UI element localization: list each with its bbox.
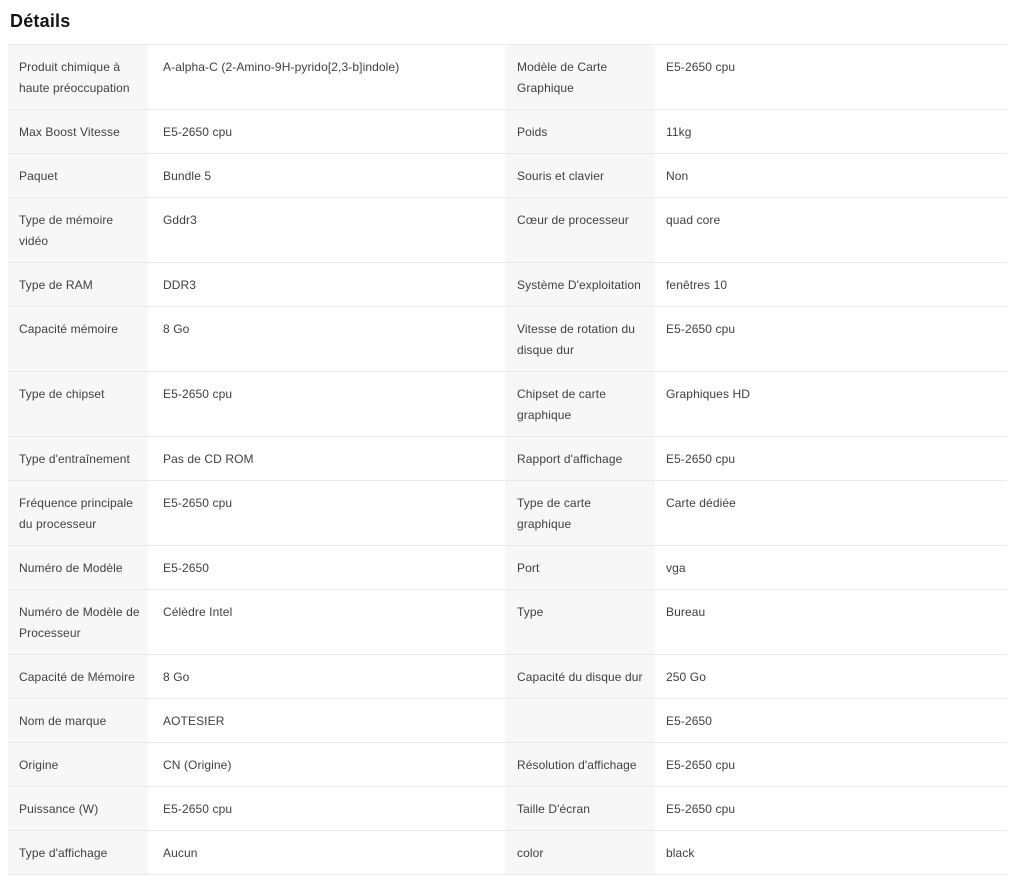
spec-value-cell [148, 481, 505, 546]
spec-value-cell [148, 831, 505, 875]
spec-label-cell [505, 307, 655, 372]
spec-value-cell [655, 154, 1007, 198]
spec-label-text: Capacité mémoire [19, 322, 118, 336]
spec-label-text: Type d'entraînement [19, 452, 130, 466]
spec-value-cell [148, 110, 505, 154]
spec-value-text: E5-2650 [666, 714, 713, 728]
spec-value-text: E5-2650 cpu [666, 758, 736, 772]
spec-label-text: Type [517, 605, 544, 619]
spec-value-text: 250 Go [666, 670, 706, 684]
spec-label-text: Poids [517, 125, 548, 139]
spec-label-text: Type de chipset [19, 387, 105, 401]
spec-value-text: quad core [666, 213, 721, 227]
spec-value-cell [655, 198, 1007, 263]
spec-value-cell [655, 110, 1007, 154]
spec-value-cell [655, 307, 1007, 372]
spec-value-text: Bureau [666, 605, 706, 619]
spec-label-text: Origine [19, 758, 59, 772]
spec-label-text: Numéro de Modèle de Processeur [19, 605, 140, 640]
spec-value-text: E5-2650 cpu [163, 387, 233, 401]
spec-label-cell [8, 743, 148, 787]
spec-value-cell [655, 546, 1007, 590]
spec-value-text: AOTESIER [163, 714, 225, 728]
spec-value-text: 8 Go [163, 670, 190, 684]
spec-value-text: Bundle 5 [163, 169, 212, 183]
spec-value-text: Aucun [163, 846, 198, 860]
spec-label-cell [8, 198, 148, 263]
spec-value-text: Gddr3 [163, 213, 197, 227]
spec-value-text: E5-2650 [163, 561, 210, 575]
spec-value-cell [655, 437, 1007, 481]
spec-value-cell [148, 590, 505, 655]
spec-label-cell [8, 110, 148, 154]
spec-value-text: Graphiques HD [666, 387, 751, 401]
spec-value-text: CN (Origine) [163, 758, 232, 772]
spec-value-text: Célèdre Intel [163, 605, 233, 619]
spec-label-cell [8, 831, 148, 875]
spec-value-text: E5-2650 cpu [666, 60, 736, 74]
spec-value-cell [148, 45, 505, 110]
spec-label-text: Capacité du disque dur [517, 670, 643, 684]
spec-label-text: Taille D'écran [517, 802, 591, 816]
spec-value-text: fenêtres 10 [666, 278, 728, 292]
spec-label-text: Produit chimique à haute préoccupation [19, 60, 130, 95]
spec-value-text: E5-2650 cpu [666, 322, 736, 336]
spec-value-text: E5-2650 cpu [666, 452, 736, 466]
spec-value-cell [148, 546, 505, 590]
spec-value-cell [655, 655, 1007, 699]
spec-label-text: Max Boost Vitesse [19, 125, 120, 139]
spec-value-cell [148, 437, 505, 481]
spec-label-text: Numéro de Modèle [19, 561, 123, 575]
spec-label-cell [8, 787, 148, 831]
spec-label-cell [505, 372, 655, 437]
spec-label-cell [8, 655, 148, 699]
spec-label-cell [505, 198, 655, 263]
spec-label-text: Port [517, 561, 540, 575]
spec-label-cell [8, 263, 148, 307]
spec-label-cell [505, 110, 655, 154]
spec-label-text: color [517, 846, 544, 860]
spec-value-cell [655, 787, 1007, 831]
spec-value-text: 11kg [666, 125, 692, 139]
spec-label-text: Résolution d'affichage [517, 758, 637, 772]
spec-value-text: E5-2650 cpu [163, 125, 233, 139]
spec-label-cell [8, 45, 148, 110]
spec-value-text: A-alpha-C (2-Amino-9H-pyrido[2,3-b]indole) [163, 60, 400, 74]
spec-label-cell [8, 699, 148, 743]
spec-value-text: vga [666, 561, 686, 575]
spec-label-text: Capacité de Mémoire [19, 670, 135, 684]
spec-label-cell [505, 831, 655, 875]
spec-value-cell [148, 699, 505, 743]
spec-value-text: E5-2650 cpu [163, 496, 233, 510]
spec-label-text: Souris et clavier [517, 169, 605, 183]
spec-label-cell [505, 45, 655, 110]
spec-value-cell [655, 590, 1007, 655]
spec-value-cell [655, 263, 1007, 307]
spec-value-cell [148, 372, 505, 437]
spec-label-cell [505, 655, 655, 699]
spec-label-text: Paquet [19, 169, 58, 183]
spec-value-cell [655, 372, 1007, 437]
spec-label-text: Modèle de Carte Graphique [517, 60, 608, 95]
spec-label-text: Rapport d'affichage [517, 452, 623, 466]
spec-label-cell [8, 590, 148, 655]
spec-label-cell [8, 481, 148, 546]
spec-value-text: Pas de CD ROM [163, 452, 254, 466]
spec-label-cell [505, 590, 655, 655]
spec-value-cell [148, 743, 505, 787]
spec-value-cell [148, 787, 505, 831]
spec-label-text: Nom de marque [19, 714, 107, 728]
spec-value-text: DDR3 [163, 278, 197, 292]
spec-label-text: Cœur de processeur [517, 213, 629, 227]
spec-label-cell [505, 787, 655, 831]
spec-label-cell [8, 307, 148, 372]
spec-label-text: Chipset de carte graphique [517, 387, 606, 422]
spec-value-text: 8 Go [163, 322, 190, 336]
spec-label-text: Vitesse de rotation du disque dur [517, 322, 636, 357]
spec-label-cell [8, 372, 148, 437]
spec-label-cell [505, 743, 655, 787]
spec-value-cell [655, 481, 1007, 546]
spec-label-cell [8, 437, 148, 481]
spec-label-text: Fréquence principale du processeur [19, 496, 134, 531]
spec-value-cell [148, 198, 505, 263]
spec-label-cell [8, 546, 148, 590]
spec-value-cell [655, 45, 1007, 110]
spec-label-text: Puissance (W) [19, 802, 99, 816]
spec-label-text: Type d'affichage [19, 846, 108, 860]
spec-value-cell [148, 655, 505, 699]
spec-label-cell [505, 699, 655, 743]
spec-label-cell [8, 154, 148, 198]
spec-value-cell [148, 307, 505, 372]
spec-label-text: Type de carte graphique [517, 496, 592, 531]
spec-value-text: black [666, 846, 695, 860]
spec-value-text: E5-2650 cpu [163, 802, 233, 816]
spec-value-text: Carte dédiée [666, 496, 736, 510]
spec-label-cell [505, 154, 655, 198]
product-details-table [8, 44, 1007, 875]
spec-value-cell [655, 699, 1007, 743]
spec-value-cell [148, 154, 505, 198]
spec-value-text: E5-2650 cpu [666, 802, 736, 816]
spec-label-cell [505, 437, 655, 481]
spec-label-text: Type de RAM [19, 278, 93, 292]
spec-label-cell [505, 263, 655, 307]
spec-value-cell [655, 831, 1007, 875]
spec-value-cell [148, 263, 505, 307]
spec-label-cell [505, 546, 655, 590]
spec-label-text: Type de mémoire vidéo [19, 213, 114, 248]
spec-value-cell [655, 743, 1007, 787]
spec-value-text: Non [666, 169, 689, 183]
page-title: Détails [10, 11, 71, 31]
spec-label-cell [505, 481, 655, 546]
spec-label-text: Système D'exploitation [517, 278, 641, 292]
